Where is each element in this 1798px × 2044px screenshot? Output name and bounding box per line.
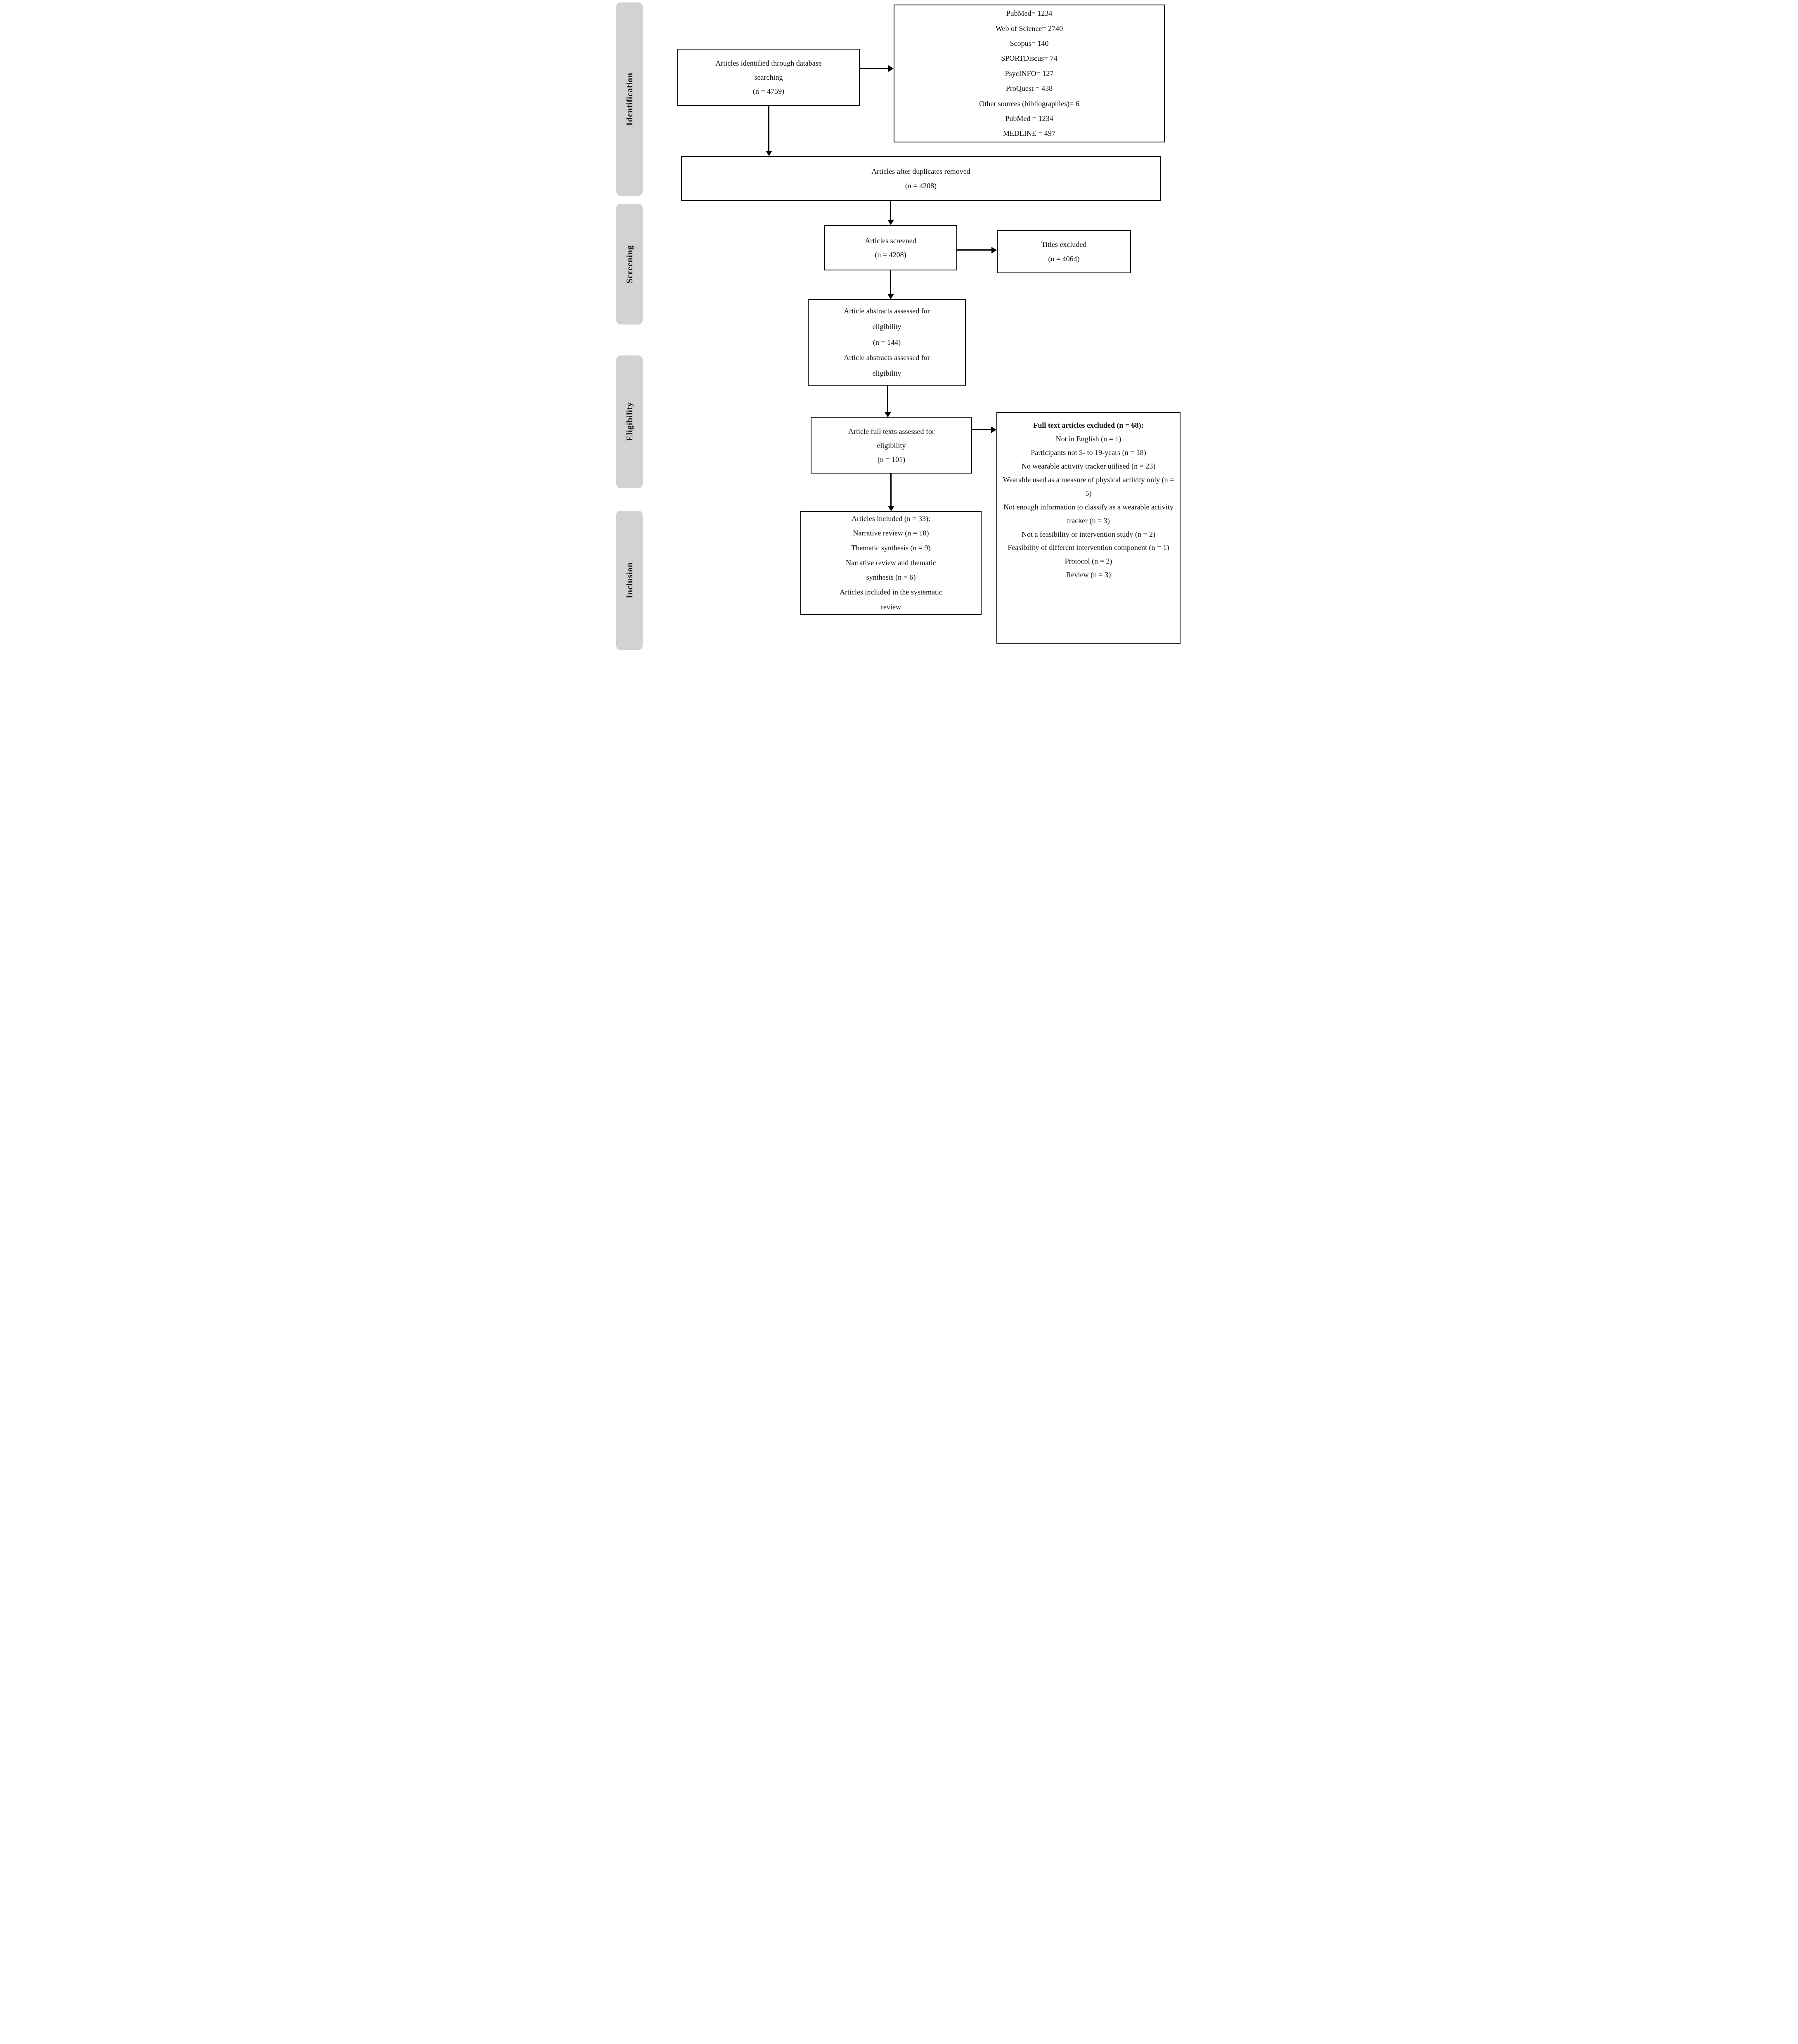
- text-line: synthesis (n = 6): [866, 573, 916, 582]
- box-duplicates-removed: [681, 156, 1161, 201]
- text-line: Scopus= 140: [1010, 39, 1049, 48]
- stage-bar-screening: [616, 204, 643, 324]
- text-line: Not enough information to classify as a wearable activity tracker (n = 3): [1003, 502, 1173, 525]
- text-line: ProQuest = 438: [1005, 84, 1053, 93]
- prisma-flow-diagram: [611, 0, 1187, 654]
- arrow-fulltext-to-excluded: [972, 429, 991, 430]
- stage-label-screening: Screening: [624, 245, 634, 284]
- text-line: Thematic synthesis (n = 9): [851, 544, 931, 552]
- text-line: (n = 144): [873, 338, 901, 346]
- box-abstracts-assessed: [808, 299, 966, 386]
- arrow-screened-to-abstracts: [890, 270, 891, 294]
- text-line: PsycINFO= 127: [1005, 69, 1054, 78]
- box-titles-excluded: [997, 230, 1131, 273]
- stage-bar-inclusion: [616, 511, 643, 650]
- fulltext-excluded-title: Full text articles excluded (n = 68):: [1033, 421, 1144, 429]
- text-line: (n = 4064): [1048, 254, 1080, 263]
- box-articles-identified: [677, 49, 860, 106]
- text-line: Titles excluded: [1041, 240, 1087, 249]
- text-line: (n = 4208): [905, 181, 937, 190]
- text-line: No wearable activity tracker utilised (n = 23): [1021, 462, 1156, 470]
- text-line: Narrative review (n = 18): [853, 529, 929, 538]
- arrow-abstracts-to-fulltext: [887, 386, 888, 412]
- text-line: Not in English (n = 1): [1055, 434, 1121, 443]
- text-line: (n = 4759): [752, 87, 785, 96]
- arrow-fulltext-to-included: [890, 474, 892, 506]
- text-line: SPORTDiscus= 74: [1001, 54, 1058, 63]
- text-line: Articles identified through database: [715, 59, 822, 67]
- text-line: eligibility: [877, 441, 906, 450]
- stage-bar-identification: [616, 2, 643, 196]
- stage-label-inclusion: Inclusion: [624, 562, 634, 599]
- text-line: eligibility: [872, 322, 901, 331]
- text-line: review: [881, 602, 901, 611]
- text-line: MEDLINE = 497: [1003, 129, 1056, 138]
- box-articles-included: [800, 511, 982, 615]
- box-articles-screened: [824, 225, 957, 270]
- text-line: Articles included in the systematic: [840, 587, 942, 596]
- stage-label-eligibility: Eligibility: [624, 402, 634, 441]
- text-line: PubMed = 1234: [1005, 114, 1053, 123]
- text-line: (n = 101): [877, 455, 906, 464]
- text-line: Articles after duplicates removed: [871, 167, 970, 176]
- text-line: Article abstracts assessed for: [844, 353, 930, 362]
- arrow-identified-to-sources: [860, 68, 889, 69]
- text-line: Articles included (n = 33):: [851, 514, 931, 523]
- text-line: (n = 4208): [875, 251, 906, 259]
- box-fulltext-excluded: [996, 412, 1181, 644]
- arrow-duplicates-to-screened: [890, 201, 891, 220]
- text-line: Article full texts assessed for: [848, 427, 934, 436]
- arrow-screened-to-titles-excluded: [957, 249, 992, 251]
- text-line: Narrative review and thematic: [846, 558, 936, 567]
- text-line: Articles screened: [865, 236, 916, 245]
- fulltext-excluded-reasons: [1001, 432, 1176, 582]
- stage-label-identification: Identification: [624, 72, 634, 126]
- text-line: Web of Science= 2740: [995, 24, 1063, 33]
- text-line: Article abstracts assessed for: [844, 307, 930, 315]
- stage-bar-eligibility: [616, 355, 643, 488]
- text-line: Participants not 5- to 19-years (n = 18): [1031, 448, 1146, 457]
- text-line: PubMed= 1234: [1006, 9, 1053, 18]
- text-line: Protocol (n = 2): [1065, 557, 1112, 566]
- text-line: Not a feasibility or intervention study (n = 2): [1021, 530, 1156, 538]
- text-line: Review (n = 3): [1066, 571, 1111, 579]
- box-fulltext-assessed: [811, 417, 972, 474]
- arrow-identified-to-duplicates: [768, 106, 769, 151]
- text-line: Feasibility of different intervention component (n = 1): [1008, 543, 1169, 552]
- text-line: eligibility: [872, 369, 901, 378]
- text-line: Other sources (bibliographies)= 6: [979, 99, 1079, 108]
- text-line: searching: [754, 73, 783, 81]
- box-database-sources: [894, 5, 1165, 142]
- text-line: Wearable used as a measure of physical activity only (n = 5): [1003, 475, 1174, 497]
